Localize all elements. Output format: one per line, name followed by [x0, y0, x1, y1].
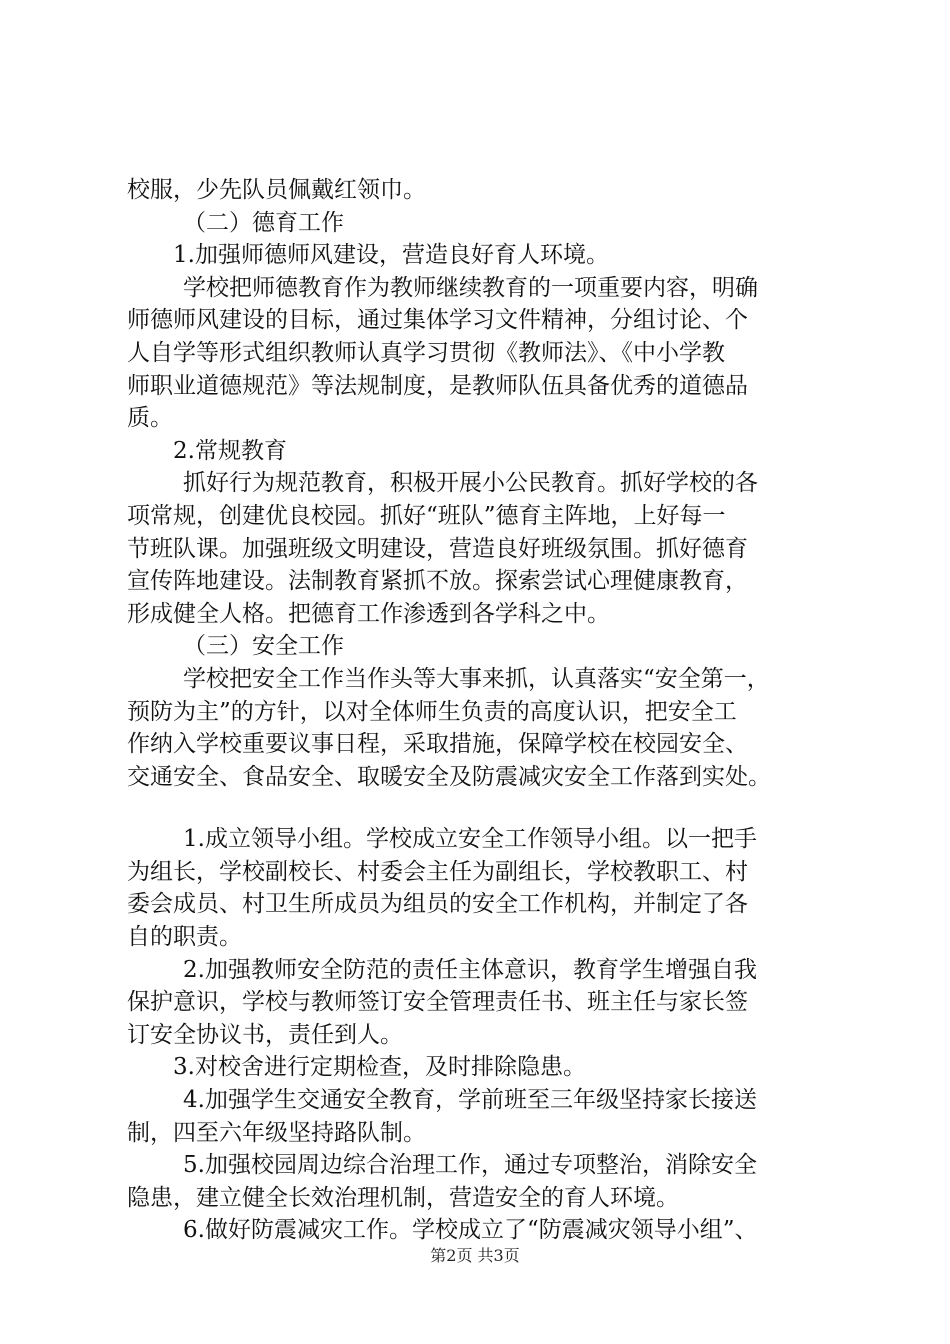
- paragraph-start-line: 学校把师德教育作为教师继续教育的一项重要内容，明确: [183, 274, 758, 301]
- subsection-heading: 2.常规教育: [173, 437, 287, 464]
- list-item-line: 6.做好防震减灾工作。学校成立了“防震减灾领导小组”、: [183, 1217, 758, 1244]
- paragraph-gap: [127, 793, 835, 823]
- list-item-line: 4.加强学生交通安全教育，学前班至三年级坚持家长接送: [183, 1087, 757, 1114]
- text-line: 保护意识，学校与教师签订安全管理责任书、班主任与家长签: [127, 989, 748, 1016]
- text-line: 预防为主”的方针，以对全体师生负责的高度认识，把安全工: [127, 698, 737, 725]
- text-line: 制，四至六年级坚持路队制。: [127, 1119, 426, 1146]
- text-line: 形成健全人格。把德育工作渗透到各学科之中。: [127, 600, 610, 627]
- document-body: [127, 174, 835, 1247]
- list-item-line: 1.成立领导小组。学校成立安全工作领导小组。以一把手: [183, 826, 757, 853]
- paragraph-start-line: 抓好行为规范教育，积极开展小公民教育。抓好学校的各: [183, 470, 758, 497]
- list-item-line: 3.对校舍进行定期检查，及时排除隐患。: [173, 1054, 586, 1081]
- text-line: 交通安全、食品安全、取暖安全及防震减灾安全工作落到实处。: [127, 763, 771, 790]
- text-line: 质。: [127, 405, 173, 432]
- text-line: 宣传阵地建设。法制教育紧抓不放。探索尝试心理健康教育，: [127, 568, 748, 595]
- page-number-footer: 第2页 共3页: [430, 1246, 520, 1265]
- subsection-heading: 1.加强师德师风建设，营造良好育人环境。: [173, 242, 609, 269]
- text-line: 为组长，学校副校长、村委会主任为副组长，学校教职工、村: [127, 858, 748, 885]
- section-heading: （二）德育工作: [183, 209, 344, 236]
- text-line: 委会成员、村卫生所成员为组员的安全工作机构，并制定了各: [127, 891, 748, 918]
- text-line: 订安全协议书，责任到人。: [127, 1021, 403, 1048]
- list-item-line: 2.加强教师安全防范的责任主体意识，教育学生增强自我: [183, 956, 757, 983]
- text-line: 项常规，创建优良校园。抓好“班队”德育主阵地，上好每一: [127, 502, 726, 529]
- text-line: 节班队课。加强班级文明建设，营造良好班级氛围。抓好德育: [127, 535, 748, 562]
- section-heading: （三）安全工作: [183, 633, 344, 660]
- text-line: 自的职责。: [127, 924, 242, 951]
- text-line: 师德师风建设的目标，通过集体学习文件精神，分组讨论、个: [127, 307, 748, 334]
- text-line: 校服，少先队员佩戴红领巾。: [127, 177, 426, 203]
- text-line: 作纳入学校重要议事日程，采取措施，保障学校在校园安全、: [127, 731, 748, 758]
- text-line: 师职业道德规范》等法规制度，是教师队伍具备优秀的道德品: [127, 372, 748, 399]
- text-line: 隐患，建立健全长效治理机制，营造安全的育人环境。: [127, 1184, 679, 1211]
- list-item-line: 5.加强校园周边综合治理工作，通过专项整治，消除安全: [183, 1152, 757, 1179]
- paragraph-start-line: 学校把安全工作当作头等大事来抓，认真落实“安全第一，: [183, 665, 770, 692]
- text-line: 人自学等形式组织教师认真学习贯彻《教师法》、《中小学教: [127, 339, 725, 366]
